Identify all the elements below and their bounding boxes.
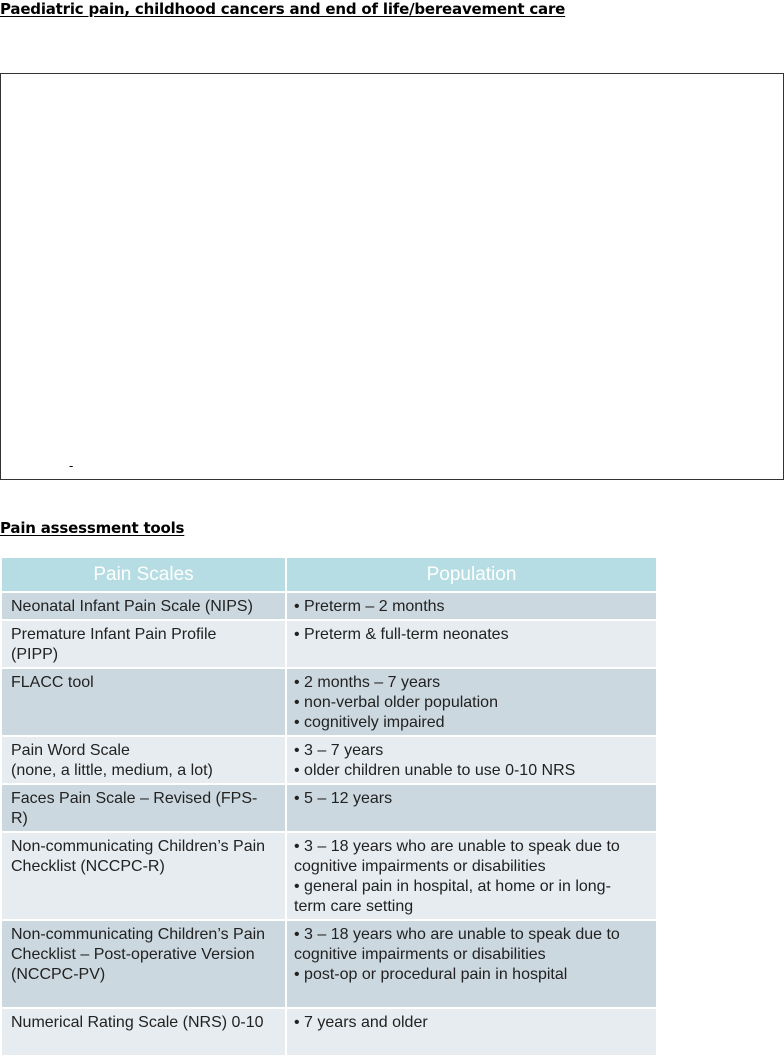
table-row [1, 736, 657, 784]
table-row [1, 620, 657, 668]
scale-cell [1, 736, 286, 784]
scale-text: FLACC tool [11, 674, 94, 691]
population-cell [286, 1008, 657, 1056]
table-header-row [1, 557, 657, 592]
section-heading-pain-assessment-tools: Pain assessment tools [0, 519, 185, 537]
scale-cell [1, 592, 286, 620]
box-dash-mark: - [69, 458, 74, 473]
population-text: • 2 months – 7 years [294, 674, 441, 691]
scale-cell [1, 784, 286, 832]
table-row [1, 832, 657, 920]
population-text: term care setting [294, 898, 414, 915]
population-cell [286, 620, 657, 668]
table-row [1, 1008, 657, 1056]
scale-text: Pain Word Scale [11, 742, 130, 759]
population-cell [286, 668, 657, 736]
population-text: • cognitively impaired [294, 714, 445, 731]
scale-cell [1, 1008, 286, 1056]
population-text: • post-op or procedural pain in hospital [294, 966, 568, 983]
scale-text: (PIPP) [11, 646, 59, 663]
population-cell [286, 832, 657, 920]
scale-text: Numerical Rating Scale (NRS) 0-10 [11, 1014, 264, 1031]
population-text: • Preterm & full-term neonates [294, 626, 509, 643]
population-text: • 3 – 7 years [294, 742, 384, 759]
header-pain-scales: Pain Scales [1, 557, 286, 592]
section-heading-paediatric-pain: Paediatric pain, childhood cancers and end of life/bereavement care [0, 0, 566, 18]
scale-cell [1, 668, 286, 736]
population-text: • older children unable to use 0-10 NRS [294, 762, 576, 779]
scale-text: Checklist (NCCPC-R) [11, 858, 165, 875]
population-text: • 5 – 12 years [294, 790, 393, 807]
population-cell [286, 592, 657, 620]
scale-text: Non-communicating Children’s Pain [11, 838, 266, 855]
population-text: • 3 – 18 years who are unable to speak due to [294, 926, 620, 943]
scale-cell [1, 832, 286, 920]
population-text: • general pain in hospital, at home or in long- [294, 878, 611, 895]
scale-cell [1, 920, 286, 1008]
scale-text: Premature Infant Pain Profile [11, 626, 217, 643]
scale-text: Non-communicating Children’s Pain [11, 926, 266, 943]
scale-text: Neonatal Infant Pain Scale (NIPS) [11, 598, 253, 615]
blank-content-box [0, 73, 784, 480]
table-row [1, 668, 657, 736]
header-population: Population [286, 557, 657, 592]
population-cell [286, 736, 657, 784]
population-text: • non-verbal older population [294, 694, 498, 711]
scale-text: (none, a little, medium, a lot) [11, 762, 213, 779]
population-cell [286, 784, 657, 832]
scale-cell [1, 620, 286, 668]
population-text: • 7 years and older [294, 1014, 428, 1031]
table-row [1, 920, 657, 1008]
pain-assessment-table [0, 556, 658, 1057]
population-cell [286, 920, 657, 1008]
scale-text: Checklist – Post-operative Version [11, 946, 255, 963]
table-row [1, 592, 657, 620]
population-text: cognitive impairments or disabilities [294, 858, 546, 875]
scale-text: (NCCPC-PV) [11, 966, 106, 983]
population-text: • 3 – 18 years who are unable to speak due to [294, 838, 620, 855]
population-text: cognitive impairments or disabilities [294, 946, 546, 963]
table-row [1, 784, 657, 832]
scale-text: R) [11, 810, 28, 827]
population-text: • Preterm – 2 months [294, 598, 445, 615]
scale-text: Faces Pain Scale – Revised (FPS- [11, 790, 258, 807]
